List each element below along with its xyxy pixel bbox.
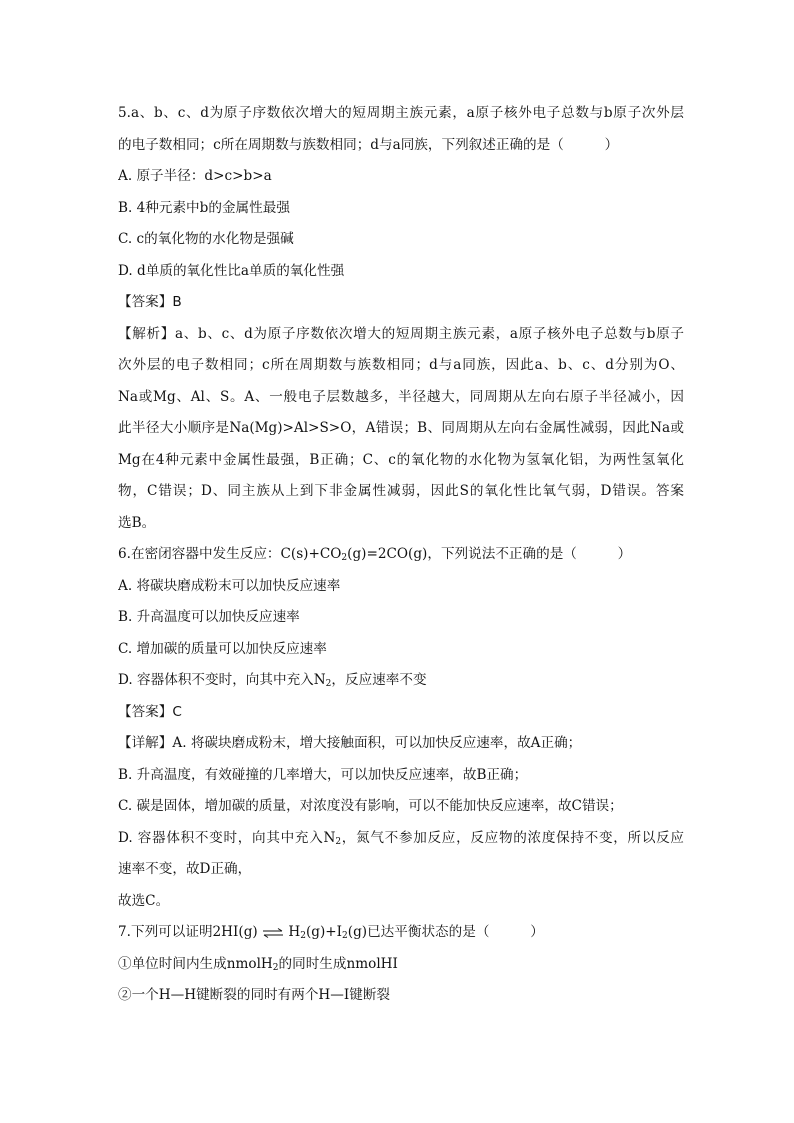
q6-stem-post: (g)=2CO(g)，下列说法不正确的是（ ） <box>347 546 632 562</box>
q7-stem <box>118 917 684 949</box>
q7-item-1 <box>118 949 684 981</box>
q6-option-b: B. 升高温度可以加快反应速率 <box>118 609 300 625</box>
q5-explanation-line-1: 【解析】a、b、c、d为原子序数依次增大的短周期主族元素，a原子核外电子总数与b原子 <box>118 325 684 342</box>
q6-detail-line-2: B. 升高温度，有效碰撞的几率增大，可以加快反应速率，故B正确； <box>118 766 528 783</box>
document-body <box>118 98 684 1012</box>
q6-option-c: C. 增加碳的质量可以加快反应速率 <box>118 640 327 657</box>
q7-stem-h: H <box>288 924 301 940</box>
q5-explanation-line-7: 选B。 <box>118 514 156 531</box>
q5-stem-line-2: 的电子数相同；c所在周期数与族数相同；d与a同族，下列叙述正确的是（ ） <box>118 136 619 153</box>
q6-option-d-post: ，反应速率不变 <box>331 672 427 688</box>
q6-detail-line-6: 故选C。 <box>118 892 170 909</box>
q5-option-c: C. c的氧化物的水化物是强碱 <box>118 231 294 247</box>
q6-detail-line-4-subscript: 2 <box>335 836 342 847</box>
q6-option-d-subscript: 2 <box>325 679 332 689</box>
q7-stem-pre: 7.下列可以证明2HI(g) <box>118 924 258 940</box>
equilibrium-arrow-icon <box>262 928 284 938</box>
q7-stem-post: (g)已达平衡状态的是（ ） <box>347 924 544 940</box>
q7-item-2: ②一个H—H键断裂的同时有两个H—I键断裂 <box>118 987 391 1003</box>
q6-option-d <box>118 665 684 697</box>
q7-item-1-subscript: 2 <box>272 962 279 973</box>
q5-option-b: B. 4种元素中b的金属性最强 <box>118 199 290 216</box>
q6-stem-subscript: 2 <box>341 553 348 563</box>
q5-explanation-line-6: 物，C错误；D、同主族从上到下非金属性减弱，因此S的氧化性比氧气弱，D错误。答案 <box>118 483 684 499</box>
q5-explanation-line-2: 次外层的电子数相同；c所在周期数与族数相同；d与a同族，因此a、b、c、d分别为O、 <box>118 357 684 373</box>
q5-option-d: D. d单质的氧化性比a单质的氧化性强 <box>118 262 345 279</box>
q7-stem-subscript-2: 2 <box>342 931 348 941</box>
q6-option-a: A. 将碳块磨成粉末可以加快反应速率 <box>118 577 341 594</box>
q6-option-d-pre: D. 容器体积不变时，向其中充入N <box>118 672 326 688</box>
q6-detail-line-4 <box>118 823 684 855</box>
q7-stem-subscript-1: 2 <box>300 931 306 941</box>
q6-detail-line-3: C. 碳是固体，增加碳的质量，对浓度没有影响，可以不能加快反应速率，故C错误； <box>118 798 623 814</box>
q5-stem-line-1: 5.a、b、c、d为原子序数依次增大的短周期主族元素，a原子核外电子总数与b原子次外层 <box>118 105 684 121</box>
q6-detail-line-4-post: ，氮气不参加反应，反应物的浓度保持不变，所以反应 <box>341 829 684 846</box>
q5-explanation-line-5: Mg在4种元素中金属性最强，B正确；C、c的氧化物的水化物为氢氧化铝，为两性氢氧化 <box>118 451 684 468</box>
q7-item-1-pre: ①单位时间内生成nmolH <box>118 955 273 972</box>
q7-stem-mid: (g)+I <box>305 924 343 940</box>
q5-option-a: A. 原子半径：d>c>b>a <box>118 168 272 184</box>
q5-explanation-line-4: 此半径大小顺序是Na(Mg)>Al>S>O，A错误；B、同周期从左向右金属性减弱，因此Na或 <box>118 420 684 436</box>
q5-explanation-line-3: Na或Mg、Al、S。A、一般电子层数越多，半径越大，同周期从左向右原子半径减小，因 <box>118 388 684 405</box>
q6-detail-line-5: 速率不变，故D正确， <box>118 861 252 877</box>
q6-detail-line-1: 【详解】A. 将碳块磨成粉末，增大接触面积，可以加快反应速率，故A正确； <box>118 735 582 751</box>
q6-stem <box>118 539 684 571</box>
q7-item-1-post: 的同时生成nmolHI <box>278 955 398 972</box>
q5-answer: 【答案】B <box>118 294 182 310</box>
q6-answer: 【答案】C <box>118 703 182 720</box>
q6-detail-line-4-pre: D. 容器体积不变时，向其中充入N <box>118 829 336 846</box>
q6-stem-pre: 6.在密闭容器中发生反应：C(s)+CO <box>118 546 342 562</box>
